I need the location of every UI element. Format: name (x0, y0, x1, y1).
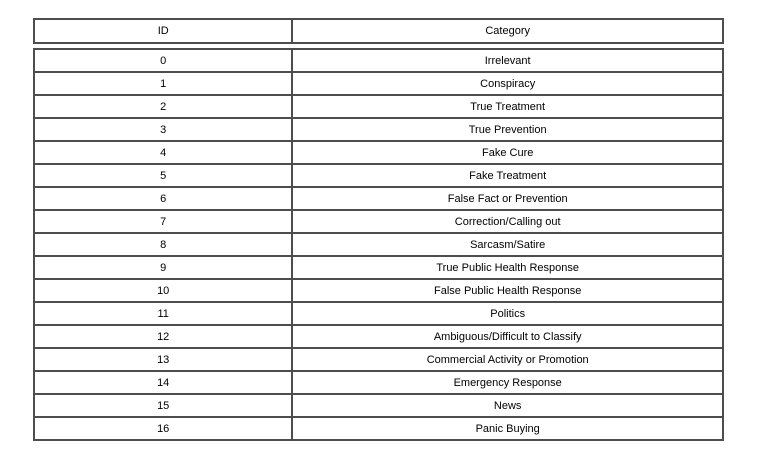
table-row (34, 325, 723, 348)
id-cell: 3 (34, 118, 292, 141)
category-cell: Fake Treatment (292, 164, 723, 187)
id-cell: 0 (34, 49, 292, 72)
id-cell: 5 (34, 164, 292, 187)
category-cell: Ambiguous/Difficult to Classify (292, 325, 723, 348)
table-row (34, 371, 723, 394)
id-cell: 13 (34, 348, 292, 371)
category-cell: Politics (292, 302, 723, 325)
column-header-category: Category (292, 19, 723, 43)
category-cell: True Public Health Response (292, 256, 723, 279)
table-row (34, 279, 723, 302)
category-cell: Correction/Calling out (292, 210, 723, 233)
table-row (34, 187, 723, 210)
id-cell: 1 (34, 72, 292, 95)
category-cell: Commercial Activity or Promotion (292, 348, 723, 371)
category-cell: Sarcasm/Satire (292, 233, 723, 256)
table-row (34, 256, 723, 279)
id-cell: 6 (34, 187, 292, 210)
table-row (34, 141, 723, 164)
category-cell: Conspiracy (292, 72, 723, 95)
column-header-id: ID (34, 19, 292, 43)
table-row (34, 233, 723, 256)
id-cell: 8 (34, 233, 292, 256)
table-row (34, 118, 723, 141)
id-cell: 7 (34, 210, 292, 233)
id-cell: 2 (34, 95, 292, 118)
table-row (34, 164, 723, 187)
category-table-body (33, 48, 724, 441)
category-cell: True Prevention (292, 118, 723, 141)
category-cell: Emergency Response (292, 371, 723, 394)
category-cell: Fake Cure (292, 141, 723, 164)
category-cell: True Treatment (292, 95, 723, 118)
category-table (33, 18, 724, 441)
table-row (34, 302, 723, 325)
table-row (34, 49, 723, 72)
category-cell: False Public Health Response (292, 279, 723, 302)
id-cell: 9 (34, 256, 292, 279)
category-cell: Irrelevant (292, 49, 723, 72)
header-row (34, 19, 723, 43)
id-cell: 4 (34, 141, 292, 164)
table-row (34, 417, 723, 440)
category-cell: News (292, 394, 723, 417)
table-row (34, 394, 723, 417)
id-cell: 11 (34, 302, 292, 325)
id-cell: 16 (34, 417, 292, 440)
table-row (34, 348, 723, 371)
table-row (34, 210, 723, 233)
category-cell: Panic Buying (292, 417, 723, 440)
category-cell: False Fact or Prevention (292, 187, 723, 210)
id-cell: 10 (34, 279, 292, 302)
category-table-header (33, 18, 724, 44)
table-row (34, 95, 723, 118)
id-cell: 14 (34, 371, 292, 394)
table-row (34, 72, 723, 95)
id-cell: 12 (34, 325, 292, 348)
id-cell: 15 (34, 394, 292, 417)
